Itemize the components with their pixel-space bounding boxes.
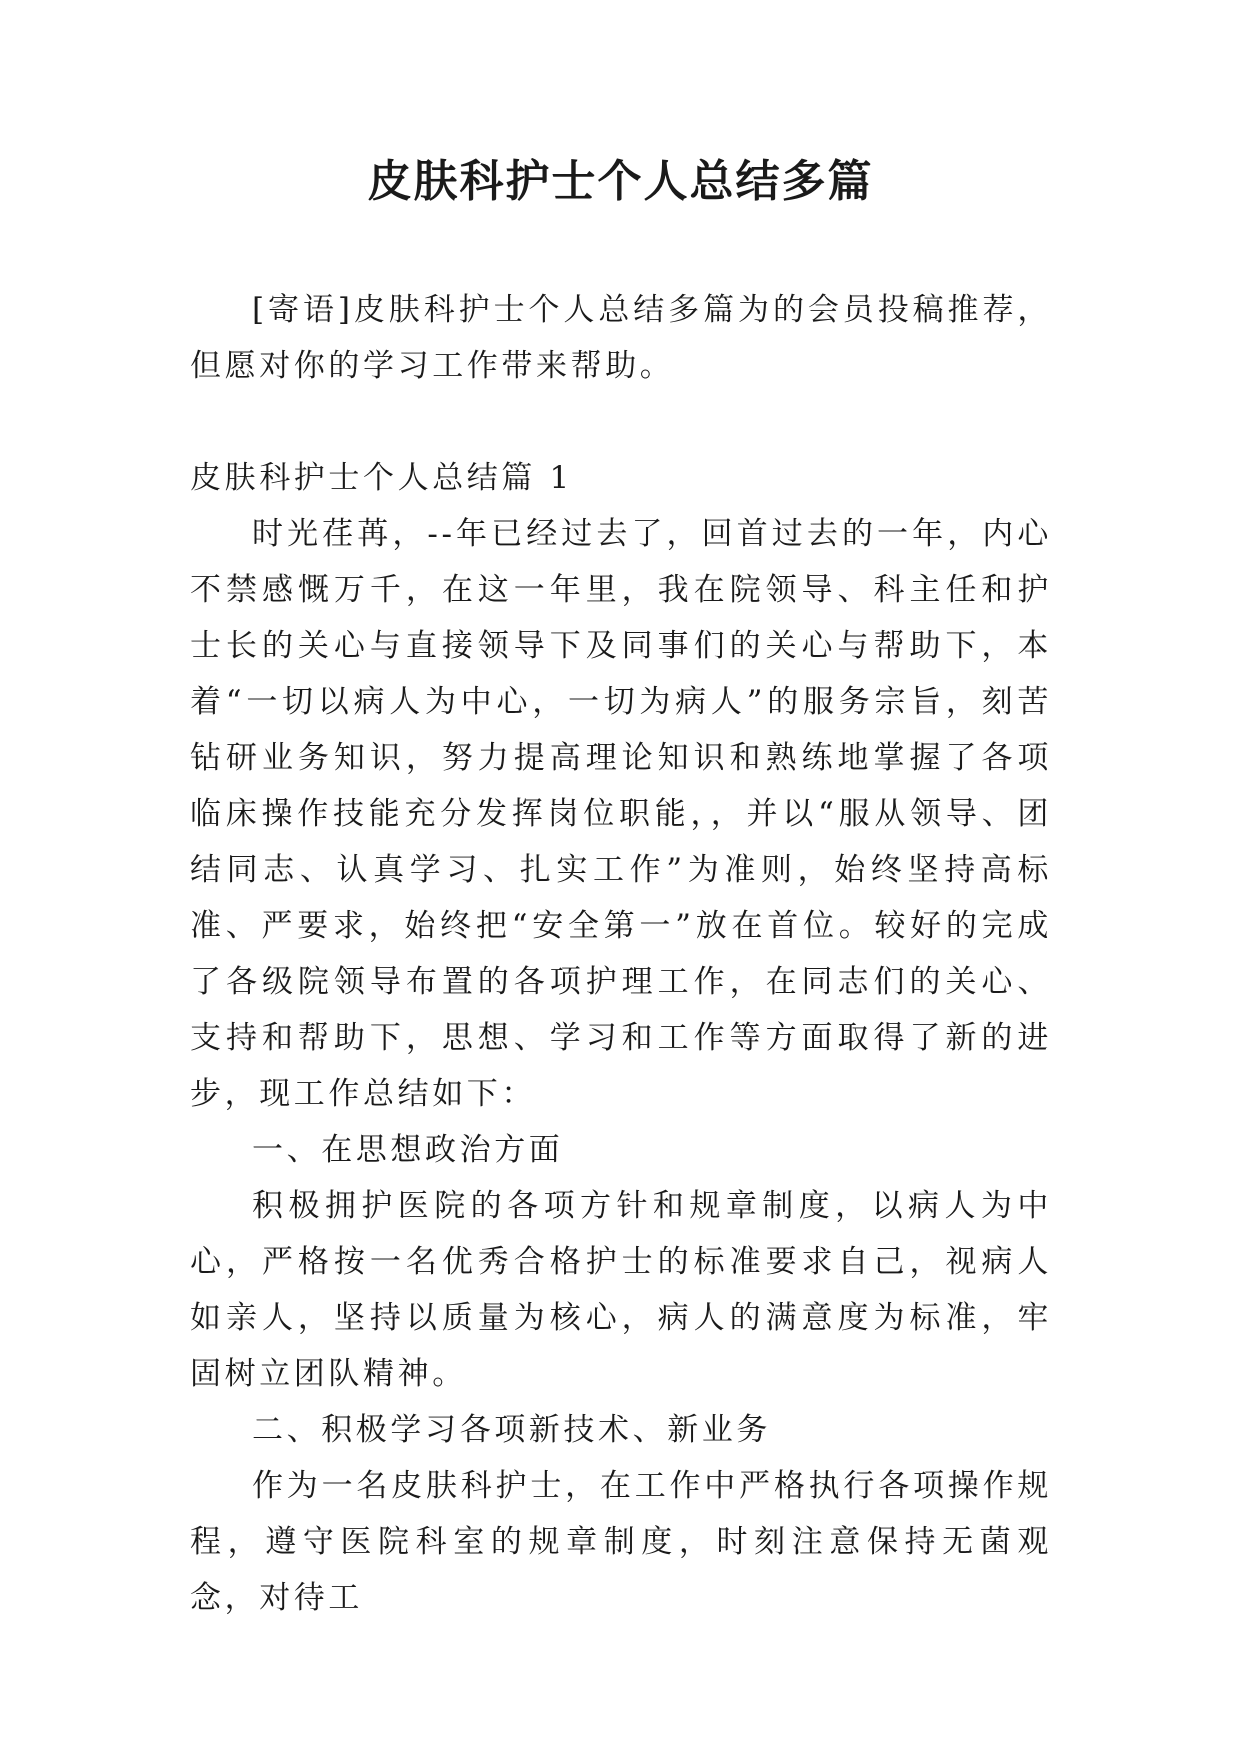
document-title: 皮肤科护士个人总结多篇 <box>367 156 874 207</box>
spacer <box>190 394 1052 450</box>
paragraph: 积极拥护医院的各项方针和规章制度，以病人为中心，严格按一名优秀合格护士的标准要求自己，视病人如亲人，坚持以质量为核心，病人的满意度为标准，牢固树立团队精神。 <box>190 1188 1052 1392</box>
paragraph: 作为一名皮肤科护士，在工作中严格执行各项操作规程，遵守医院科室的规章制度，时刻注意保持无菌观念，对待工 <box>190 1468 1052 1616</box>
subheading: 二、积极学习各项新技术、新业务 <box>252 1412 771 1448</box>
subheading: 一、在思想政治方面 <box>252 1132 564 1168</box>
document-body <box>190 282 1052 1626</box>
intro-paragraph: [寄语]皮肤科护士个人总结多篇为的会员投稿推荐，但愿对你的学习工作带来帮助。 <box>190 292 1052 384</box>
paragraph: 时光荏苒，--年已经过去了，回首过去的一年，内心不禁感慨万千，在这一年里，我在院领导、科主任和护士长的关心与直接领导下及同事们的关心与帮助下，本着“一切以病人为中心，一切为病人”的服务宗旨，刻苦钻研业务知识，努力提高理论知识和熟练地掌握了各项临床操作技能充分发挥岗位职能，，并以“服从领导、团结同志、认真学习、扎实工作”为准则，始终坚持高标准、严要求，始终把“安全第一”放在首位。较好的完成了各级院领导布置的各项护理工作，在同志们的关心、支持和帮助下，思想、学习和工作等方面取得了新的进步，现工作总结如下： <box>190 516 1052 1112</box>
section-heading: 皮肤科护士个人总结篇 1 <box>190 460 573 496</box>
